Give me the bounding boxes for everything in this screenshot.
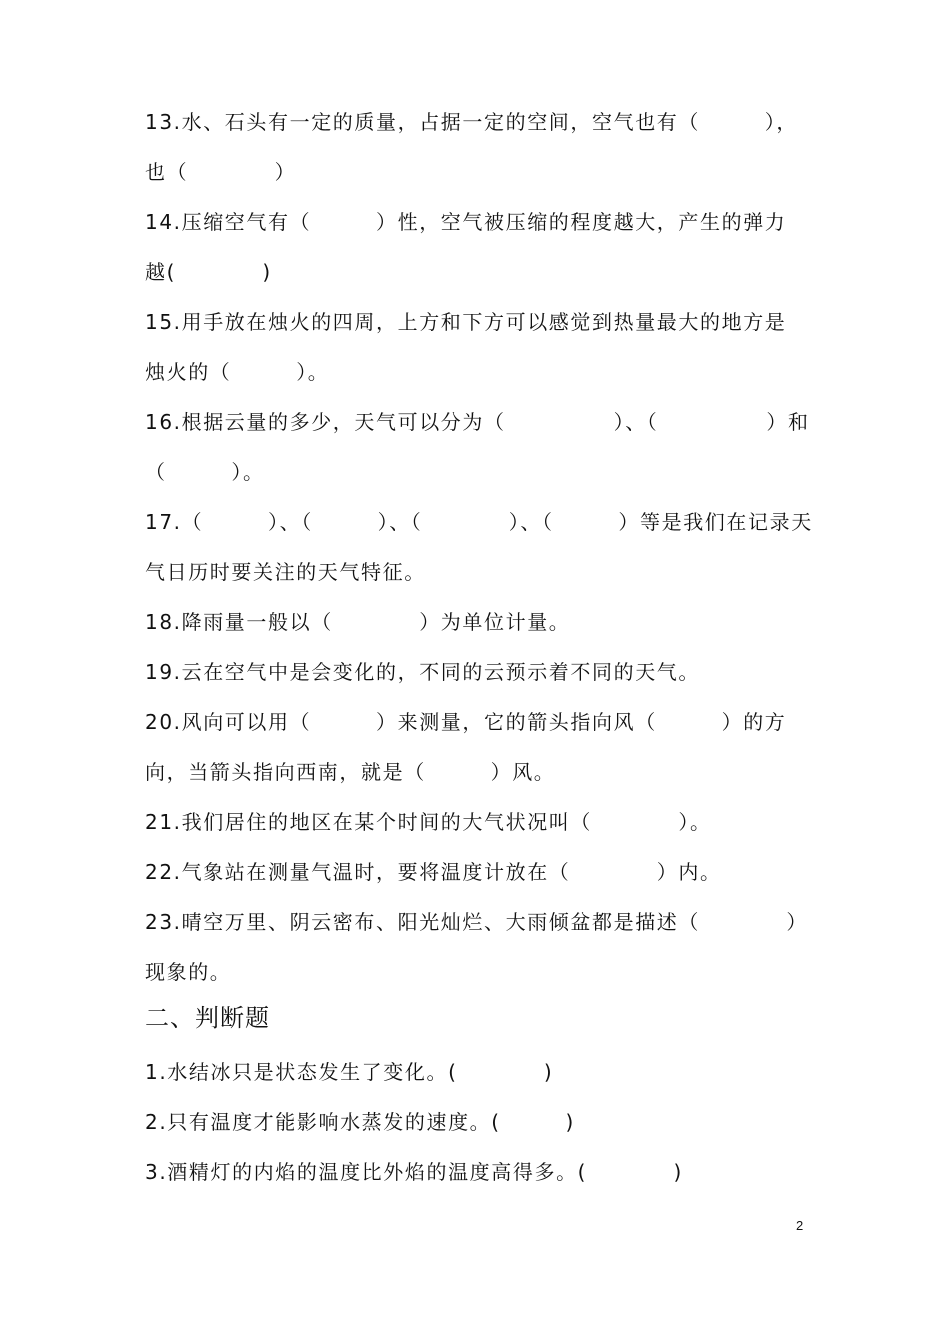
question-23-line-1: 23.晴空万里、阴云密布、阳光灿烂、大雨倾盆都是描述（ ） (145, 910, 809, 934)
question-18: 18.降雨量一般以（ ）为单位计量。 (145, 610, 571, 634)
question-16-line-2: （ ）。 (145, 460, 265, 484)
question-23-line-2: 现象的。 (145, 960, 232, 984)
question-15-line-1: 15.用手放在烛火的四周，上方和下方可以感觉到热量最大的地方是 (145, 310, 787, 334)
section-heading: 二、判断题 (145, 1004, 270, 1032)
question-14-line-1: 14.压缩空气有（ ）性，空气被压缩的程度越大，产生的弹力 (145, 210, 787, 234)
question-17-line-2: 气日历时要关注的天气特征。 (145, 560, 426, 584)
question-19: 19.云在空气中是会变化的，不同的云预示着不同的天气。 (145, 660, 701, 684)
question-13-line-1: 13.水、石头有一定的质量，占据一定的空间，空气也有（ ）， (145, 110, 799, 134)
question-15-line-2: 烛火的（ ）。 (145, 360, 330, 384)
question-20-line-1: 20.风向可以用（ ）来测量，它的箭头指向风（ ）的方 (145, 710, 787, 734)
judgement-2: 2.只有温度才能影响水蒸发的速度。( ) (145, 1110, 575, 1134)
question-17-line-1: 17.（ ）、（ ）、（ ）、（ ）等是我们在记录天 (145, 510, 813, 534)
question-14-line-2: 越( ) (145, 260, 272, 284)
page-number: 2 (796, 1218, 804, 1233)
question-13-line-2: 也（ ） (145, 160, 297, 184)
question-16-line-1: 16.根据云量的多少，天气可以分为（ ）、（ ）和 (145, 410, 810, 434)
judgement-1: 1.水结冰只是状态发生了变化。( ) (145, 1060, 554, 1084)
question-22: 22.气象站在测量气温时，要将温度计放在（ ）内。 (145, 860, 722, 884)
question-21: 21.我们居住的地区在某个时间的大气状况叫（ ）。 (145, 810, 712, 834)
question-20-line-2: 向，当箭头指向西南，就是（ ）风。 (145, 760, 556, 784)
judgement-3: 3.酒精灯的内焰的温度比外焰的温度高得多。( ) (145, 1160, 683, 1184)
